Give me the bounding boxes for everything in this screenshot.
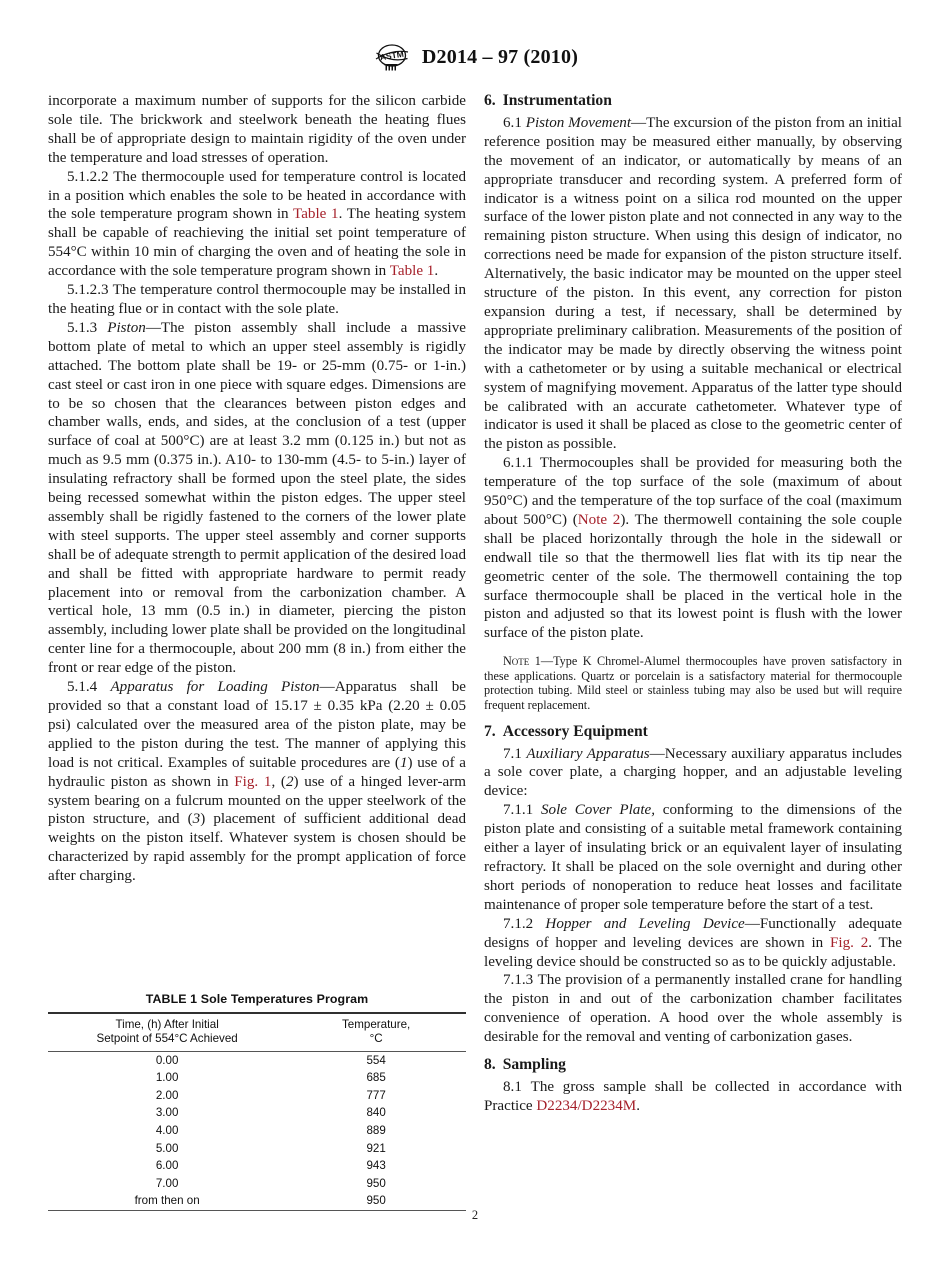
term-auxiliary-apparatus: Auxiliary Apparatus — [526, 745, 650, 762]
cell-temperature: 950 — [366, 1194, 386, 1208]
cell-temperature: 943 — [366, 1159, 386, 1173]
clause-number-6-1-1: 6.1.1 — [503, 455, 534, 472]
cell-time: 0.00 — [155, 1053, 179, 1067]
page-number: 2 — [471, 1208, 479, 1222]
term-sole-cover-plate: Sole Cover Plate, — [540, 802, 656, 819]
text-run: ) use of a hydraulic piston as shown in — [48, 754, 466, 790]
table-row — [48, 1087, 466, 1105]
section-title-7: Accessory Equipment — [502, 722, 648, 740]
paragraph-5-1-2-2 — [48, 168, 466, 281]
paragraph-8-1 — [484, 1078, 902, 1116]
table-1 — [48, 1012, 466, 1211]
paragraph-6-1 — [484, 114, 902, 454]
enumerator-3: 3 — [192, 811, 201, 828]
xref-fig-2[interactable]: Fig. 2 — [830, 934, 869, 951]
section-title-6: Instrumentation — [502, 92, 612, 109]
text — [97, 320, 107, 336]
text-run: Thermocouples shall be provided for measuring both the temperature of the top surface of the sole (maximum of about 950°C) and the temperature of the top surface of the coal (maximum about 500°C) ( — [484, 455, 902, 528]
cell-time: 2.00 — [155, 1088, 179, 1102]
text-run: —Apparatus shall be provided so that a constant load of 15.17 ± 0.35 kPa (2.20 ± 0.05 psi) calculated over the measured area of the piston plate, may be applied to the piston during the test. The manner of applying this load is not critical. Examples of suitable procedures are ( — [48, 679, 466, 771]
text-run: ). The thermowell containing the sole couple shall be placed horizontally through the hole in the sidewall or endwall tile so that the thermowell lies flat with its tip near the geometric center of the sole. The thermowell containing the top surface thermocouple shall be placed in the vertical hole in the piston and adjusted so that its lowest point is flush with the lower surface of the piston plate. — [484, 511, 902, 642]
cell-temperature: 889 — [366, 1123, 386, 1137]
xref-note-2[interactable]: Note 2 — [577, 511, 621, 528]
section-heading-6 — [484, 92, 902, 111]
paragraph-5-1-3 — [48, 319, 466, 678]
text-run: . — [434, 263, 439, 280]
text-run: conforming to the dimensions of the piston plate and consisting of a suitable metal framework containing either a layer of insulating brick or an equivalent layer of insulating refractory. It shall be placed on the sole overnight and during other short periods of nonoperation to reduce heat losses and facilitate maintenance of proper sole temperature before the start of a test. — [484, 802, 903, 913]
column-header-time-line2: Setpoint of 554°C Achieved — [96, 1032, 238, 1045]
standard-designation: D2014 – 97 (2010) — [421, 45, 579, 68]
text — [522, 1079, 531, 1095]
left-text-column — [48, 92, 466, 886]
term-piston-movement: Piston Movement — [525, 114, 632, 131]
xref-table-1[interactable]: Table 1 — [293, 206, 339, 223]
table-row — [48, 1158, 466, 1176]
svg-text:ASTM: ASTM — [378, 48, 405, 63]
clause-number-7-1-1: 7.1.1 — [503, 802, 534, 819]
text-run: . The leveling device should be constructed so as to be quickly adjustable. — [484, 934, 902, 970]
clause-number-7-1-3: 7.1.3 — [503, 972, 534, 989]
cell-time: 7.00 — [155, 1176, 179, 1190]
column-header-temperature-line1: Temperature, — [341, 1018, 411, 1031]
clause-number-5-1-4: 5.1.4 — [67, 679, 98, 696]
text-run: , ( — [271, 773, 286, 790]
text-run: The thermocouple used for temperature control is located in a position which enables the sole to be heated in accordance with the sole temperature program shown in — [48, 168, 466, 223]
table-row — [48, 1175, 466, 1193]
xref-practice-d2234[interactable]: D2234/D2234M — [536, 1097, 637, 1114]
text-run: The temperature control thermocouple may be installed in the heating flue or in contact with the sole plate. — [48, 282, 466, 317]
paragraph-5-1-4 — [48, 678, 466, 886]
cell-time: 3.00 — [155, 1106, 179, 1120]
table-row — [48, 1140, 466, 1158]
text-run: The provision of a permanently installed crane for handling the piston in and out of the carbonization chamber facilitates convenience of operation. A hood over the whole assembly is desirable for the removal and venting of carbonization gases. — [484, 972, 902, 1046]
table-1-caption: TABLE 1 Sole Temperatures Program — [145, 992, 369, 1006]
text — [533, 455, 540, 471]
table-row — [48, 1052, 466, 1070]
table-row — [48, 1122, 466, 1140]
text-run: ) placement of sufficient additional dead weights on the piston itself. Whatever system is chosen should be characterized by rapid assembly for the prompt application of force after charging. — [48, 811, 466, 885]
paragraph-5-1-2-3 — [48, 281, 466, 319]
paragraph-7-1-3 — [484, 971, 902, 1047]
right-text-column — [484, 92, 902, 1116]
running-head — [0, 42, 950, 72]
text — [533, 916, 545, 932]
column-header-time-line1: Time, (h) After Initial — [115, 1018, 219, 1031]
cell-time: 1.00 — [155, 1071, 179, 1085]
text-run: The gross sample shall be collected in accordance with Practice — [484, 1078, 903, 1114]
term-piston: Piston — [107, 319, 146, 336]
paragraph-7-1-2 — [484, 915, 902, 972]
paragraph-7-1-1 — [484, 801, 902, 914]
column-header-time — [48, 1013, 286, 1052]
clause-number-7-1: 7.1 — [503, 745, 522, 762]
enumerator-2: 2 — [285, 773, 294, 790]
cell-time: 4.00 — [155, 1123, 179, 1137]
clause-number-5-1-2-3: 5.1.2.3 — [67, 282, 109, 299]
table-1-block — [48, 992, 466, 1211]
table-row — [48, 1070, 466, 1088]
text-run: —The excursion of the piston from an initial reference position may be measured either manually, by observing the movement of an indicator, or automatically by means of an appropriate transducer and recording system. A preferred form of indicator is a witness point on a silica rod mounted on the upper surface of the lower piston plate and not connected in any way to the remaining piston structure. When using this design of indicator, no corrections need be made for expansion of the piston structure itself. Alternatively, the basic indicator may be mounted on the upper steel structure of the piston. In this event, any correction for piston expansion during a test, if necessary, shall be determined by appropriate preliminary calibration. Measurements of the position of the indicator may be made by directly observing the witness point with a cathetometer or by using a suitable mechanical or electrical system of magnifying movement. Apparatus of the latter type should be calibrated with an accurate cathetometer. Whatever type of indicator is used it shall be placed as close to the geometric center of the piston as possible. — [484, 114, 902, 453]
text-run: —Necessary auxiliary apparatus includes a sole cover plate, a charging hopper, and an adjustable leveling device: — [484, 745, 902, 800]
section-number-6: 6. — [484, 92, 496, 109]
section-number-8: 8. — [484, 1056, 496, 1074]
cell-temperature: 777 — [366, 1088, 386, 1102]
table-row — [48, 1105, 466, 1123]
clause-number-6-1: 6.1 — [503, 114, 522, 131]
column-header-temperature-line2: °C — [369, 1032, 383, 1045]
text-run: ) use of a hinged lever-arm system bearing on a fulcrum mounted on the upper steelwork of the piston structure, and ( — [48, 773, 466, 828]
section-title-8: Sampling — [502, 1056, 566, 1074]
paragraph-continuation: incorporate a maximum number of supports for the silicon carbide sole tile. The brickwork and steelwork beneath the heating flues shall be of appropriate design to maintain rigidity of the oven under the temperature and load stresses of operation. — [48, 93, 466, 166]
section-heading-8 — [484, 1056, 902, 1075]
text — [97, 679, 110, 695]
note-1 — [484, 654, 902, 712]
clause-number-7-1-2: 7.1.2 — [503, 915, 534, 932]
term-hopper-and-leveling-device: Hopper and Leveling Device — [545, 915, 745, 932]
note-text: 1—Type K Chromel-Alumel thermocouples have proven satisfactory in these applications. Quartz or porcelain is a satisfactory material for thermocouple protection tubing. Mild steel or stainless tubing may also be used but will require frequent replacement. — [484, 654, 903, 713]
text-run: . — [636, 1097, 640, 1114]
text-run: —The piston assembly shall include a massive bottom plate of metal to which an upper steel assembly is rigidly attached. The bottom plate shall be 19- or 25-mm (0.75- or 1-in.) cast steel or cast iron in one piece with square edges. Dimensions are to be so chosen that the clearances between piston edges and chamber walls, ends, and sides, at the conclusion of a test (upper surface of coal at 500°C) are at least 3.2 mm (0.125 in.) but not as much as 9.5 mm (0.375 in.). A10- to 130-mm (4.5- to 5-in.) layer of insulating refractory shall be formed upon the steel plate, the sides being recessed somewhat within the piston edges. The upper steel assembly shall be rigidly fastened to the corners of the lower plate with steel supports. The upper steel assembly and corner supports shall be of adequate strength to permit application of the desired load and shall be fitted with appropriate hardware to permit ready placement into or removal from the carbonization chamber. A vertical hole, 13 mm (0.5 in.) in diameter, piercing the piston assembly, including lower plate shall be provided on the longitudinal center line for a thermocouple, about 200 mm (8 in.) from either the front or rear edge of the piston. — [48, 319, 466, 677]
xref-table-1[interactable]: Table 1 — [389, 263, 435, 280]
text-run: —Functionally adequate designs of hopper and leveling devices are shown in — [484, 915, 902, 951]
cell-temperature: 950 — [366, 1176, 386, 1190]
clause-number-5-1-2-2: 5.1.2.2 — [67, 168, 109, 185]
cell-temperature: 554 — [366, 1053, 386, 1067]
astm-logo-icon — [372, 42, 412, 72]
enumerator-1: 1 — [399, 754, 408, 771]
cell-time: 6.00 — [155, 1159, 179, 1173]
paragraph-6-1-1 — [484, 454, 902, 643]
table-1-head — [48, 1013, 466, 1052]
clause-number-8-1: 8.1 — [503, 1078, 522, 1095]
text-run: . The heating system shall be capable of reachieving the initial set point temperature of 554°C within 10 min of charging the oven and of heating the sole in accordance with the sole temperature program shown in — [48, 206, 467, 280]
cell-time: from then on — [134, 1194, 200, 1208]
cell-temperature: 840 — [366, 1106, 386, 1120]
paragraph-7-1 — [484, 745, 902, 802]
clause-number-5-1-3: 5.1.3 — [67, 319, 98, 336]
cell-temperature: 685 — [366, 1071, 386, 1085]
note-label: Note — [503, 654, 530, 669]
table-1-body — [48, 1052, 466, 1211]
term-apparatus-for-loading-piston: Apparatus for Loading Piston — [110, 679, 320, 696]
cell-time: 5.00 — [155, 1141, 179, 1155]
xref-fig-1[interactable]: Fig. 1 — [234, 773, 272, 790]
cell-temperature: 921 — [366, 1141, 386, 1155]
section-number-7: 7. — [484, 722, 496, 740]
text — [533, 802, 541, 818]
table-header-row — [48, 1013, 466, 1052]
section-heading-7 — [484, 723, 902, 742]
column-header-temperature — [286, 1013, 466, 1052]
